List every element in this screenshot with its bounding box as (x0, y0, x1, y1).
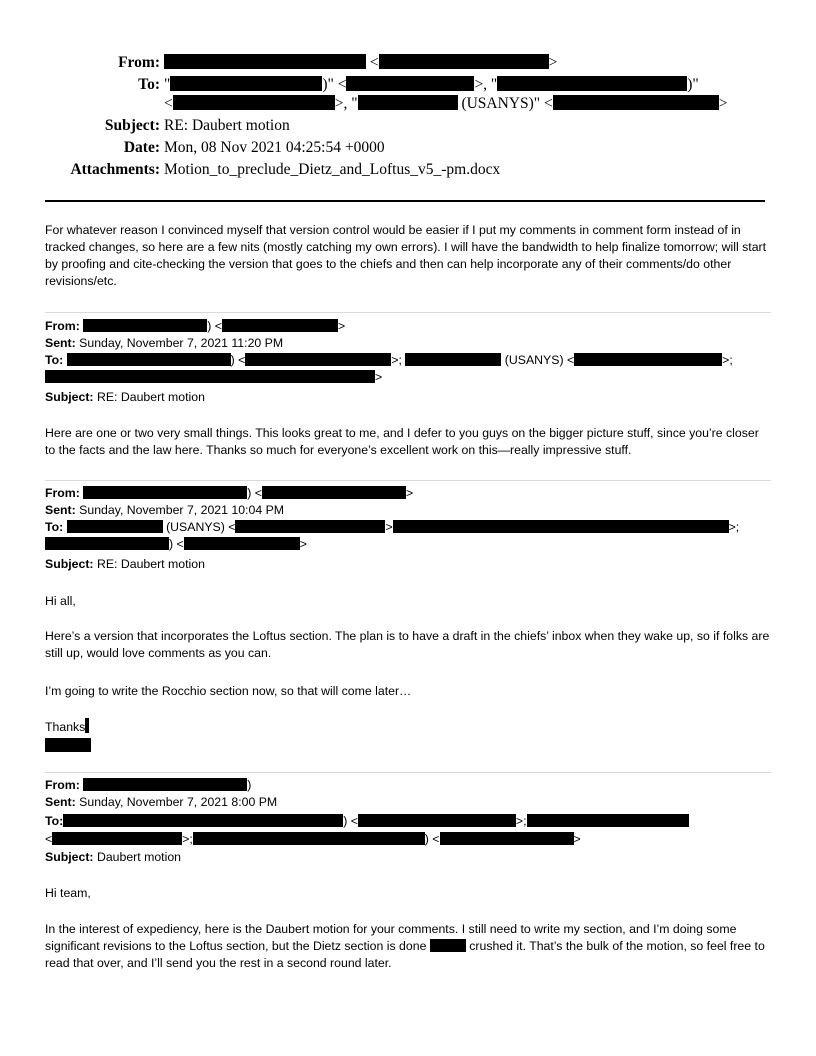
signature-redaction (45, 738, 91, 752)
attachments-label: Attachments: (70, 161, 160, 178)
redaction (346, 76, 474, 91)
message-3-paragraph: In the interest of expediency, here is the Daubert motion for your comments. I still need to write my section, and I’m doing some significant revisions to the Loftus section, but the Dietz section is done crushed it. That’s the bulk of the motion, so feel free to read that over, and I’ll send you the rest in a second round later. (45, 922, 765, 970)
redaction (440, 832, 574, 845)
message-2-paragraph-2: I’m going to write the Rocchio section now, so that will come later… (45, 684, 412, 698)
message-separator (45, 480, 771, 481)
message-3-sent: Sent: Sunday, November 7, 2021 8:00 PM (45, 795, 278, 809)
redaction (52, 832, 182, 845)
redaction (164, 54, 366, 69)
to-usanys: (USANYS)" (461, 95, 541, 112)
redaction (430, 939, 466, 952)
header-divider (45, 200, 765, 202)
redaction (497, 76, 687, 91)
message-separator (45, 772, 771, 773)
message-separator (45, 312, 771, 313)
redaction (527, 814, 689, 827)
to-label: To: (138, 76, 160, 93)
redaction (405, 353, 501, 366)
date-value: Mon, 08 Nov 2021 04:25:54 +0000 (164, 139, 385, 156)
message-3-to: To: ) < >; (45, 813, 689, 830)
redaction (245, 353, 391, 366)
message-2-greeting: Hi all, (45, 594, 76, 608)
message-1-from: From: ) < > (45, 319, 346, 333)
redaction (262, 486, 406, 499)
message-1-to-cont: > (45, 369, 382, 386)
redaction (63, 814, 343, 827)
redaction (193, 832, 425, 845)
redaction (67, 520, 163, 533)
message-1-sent: Sent: Sunday, November 7, 2021 11:20 PM (45, 336, 284, 350)
redaction (173, 95, 335, 110)
message-3-from: From: ) (45, 778, 252, 792)
redaction (553, 95, 719, 110)
message-3-greeting: Hi team, (45, 886, 91, 900)
message-2-signoff: Thanks (45, 718, 89, 736)
redaction (184, 537, 300, 550)
to-value-line1: " )" < >, " )" (164, 76, 699, 93)
date-label: Date: (123, 139, 160, 156)
redaction (67, 353, 231, 366)
message-1-subject: Subject: RE: Daubert motion (45, 390, 205, 404)
to-value-line2: < >, " (USANYS)" < > (164, 95, 728, 112)
message-3-subject: Subject: Daubert motion (45, 850, 182, 864)
redaction (83, 778, 247, 791)
message-3-to-cont: < >; ) < > (45, 832, 581, 846)
redaction (358, 95, 458, 110)
message-2-to: To: (USANYS) < > >; (45, 520, 740, 534)
redaction (222, 319, 338, 332)
redaction (358, 814, 516, 827)
redaction (83, 486, 247, 499)
redaction (85, 718, 89, 733)
message-2-sent: Sent: Sunday, November 7, 2021 10:04 PM (45, 503, 285, 517)
redaction (83, 319, 207, 332)
redaction (45, 537, 169, 550)
redaction (45, 370, 375, 383)
message-2-to-cont: ) < > (45, 536, 307, 553)
from-value: < > (164, 52, 557, 74)
subject-value: RE: Daubert motion (164, 117, 290, 134)
intro-paragraph: For whatever reason I convinced myself that version control would be easier if I put my comments in comment form instead of in tracked changes, so here are a few nits (mostly catching my own errors). I will have the bandwidth to help finalize tomorrow; will start by proofing and cite-checking the version that goes to the chiefs and then can help incorporate any of their comments/do other revisions/etc. (45, 223, 767, 288)
attachment-link[interactable]: Motion_to_preclude_Dietz_and_Loftus_v5_-pm.docx (164, 161, 501, 178)
redaction (574, 353, 722, 366)
from-label: From: (118, 54, 160, 71)
message-2-subject: Subject: RE: Daubert motion (45, 557, 205, 571)
message-1-body: Here are one or two very small things. This looks great to me, and I defer to you guys on the bigger picture stuff, since you’re closer to the facts and the law here. Thanks so much for everyone’s excellent work on this—really impressive stuff. (45, 426, 759, 457)
message-2-paragraph-1: Here’s a version that incorporates the Loftus section. The plan is to have a draft in the chiefs’ inbox when they wake up, so if folks are still up, would love comments as you can. (45, 629, 770, 660)
message-1-to: To: ) < >; (USANYS) < >; (45, 353, 733, 367)
redaction (393, 520, 729, 533)
redaction (235, 520, 385, 533)
subject-label: Subject: (104, 117, 160, 134)
message-2-from: From: ) < > (45, 486, 414, 500)
redaction (379, 54, 549, 69)
redaction (170, 76, 322, 91)
